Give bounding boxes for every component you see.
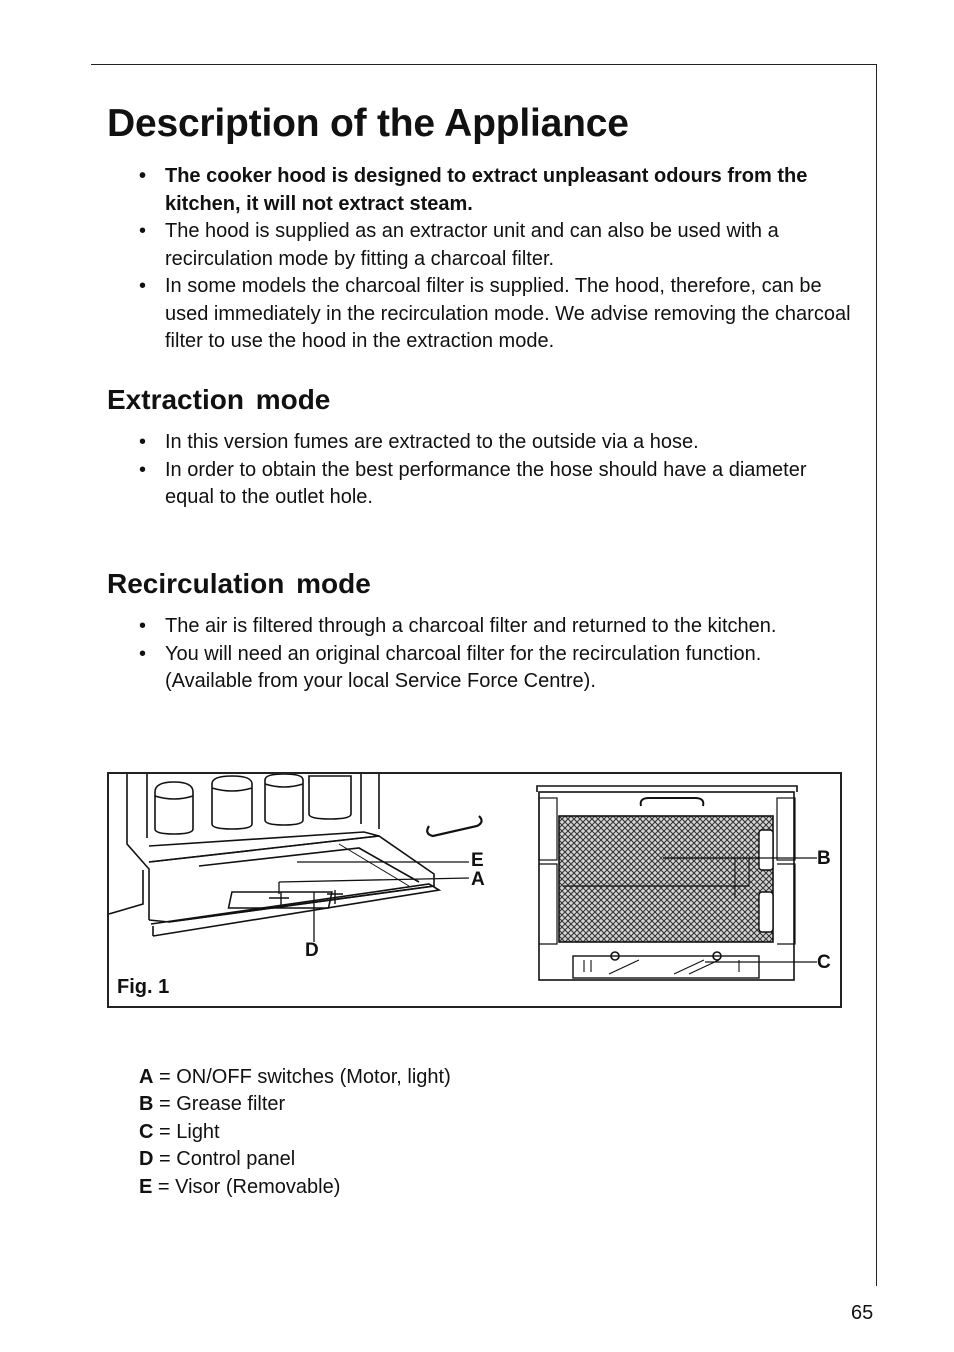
- figure-caption: Fig. 1: [117, 976, 170, 998]
- recirculation-item-1: • The air is filtered through a charcoal filter and returned to the kitchen.: [107, 613, 852, 641]
- hood-perspective-drawing: [109, 774, 482, 936]
- intro-item-2: • The hood is supplied as an extractor unit and can also be used with a recirculation mode by fitting a charcoal filter.: [107, 218, 852, 273]
- recirculation-heading: Recirculation mode: [107, 568, 371, 599]
- grease-filter-mesh: [559, 816, 773, 942]
- legend-key: E: [139, 1175, 153, 1198]
- legend-key: B: [139, 1093, 154, 1116]
- page-title: Description of the Appliance: [107, 102, 629, 145]
- top-rule: [91, 64, 877, 65]
- legend-row-e: [139, 1174, 451, 1201]
- extraction-heading: Extraction mode: [107, 384, 331, 415]
- intro-list: [107, 163, 852, 356]
- legend-row-a: [139, 1064, 451, 1091]
- legend-key: D: [139, 1148, 154, 1171]
- legend-text: = Grease filter: [153, 1093, 286, 1116]
- figure-legend: [139, 1064, 451, 1201]
- page-number: 65: [851, 1302, 874, 1324]
- legend-key: C: [139, 1120, 154, 1143]
- figure-1: [107, 772, 842, 1008]
- extraction-item-2: • In order to obtain the best performance the hose should have a diameter equal to the outlet hole.: [107, 457, 852, 512]
- intro-item-3: • In some models the charcoal filter is supplied. The hood, therefore, can be used immediately in the recirculation mode. We advise removing the charcoal filter to use the hood in the extraction mode.: [107, 273, 852, 356]
- label-c: C: [817, 952, 831, 973]
- label-b: B: [817, 848, 831, 869]
- legend-text: = Light: [153, 1120, 220, 1143]
- legend-row-b: [139, 1091, 451, 1118]
- legend-text: = ON/OFF switches (Motor, light): [153, 1066, 451, 1088]
- label-a: A: [471, 869, 485, 890]
- recirculation-list: [107, 613, 852, 696]
- extraction-list: [107, 429, 852, 512]
- legend-key: A: [139, 1066, 154, 1088]
- hood-illustration: [109, 774, 842, 1008]
- label-e: E: [471, 850, 484, 871]
- recirculation-item-2: • You will need an original charcoal filter for the recirculation function. (Available from your local Service Force Centre).: [107, 641, 852, 696]
- right-rule: [876, 64, 877, 1286]
- intro-item-1: • The cooker hood is designed to extract unpleasant odours from the kitchen, it will not extract steam.: [107, 163, 852, 218]
- legend-row-d: [139, 1146, 451, 1173]
- legend-text: = Visor (Removable): [152, 1175, 341, 1198]
- legend-row-c: [139, 1119, 451, 1146]
- label-d: D: [305, 940, 319, 961]
- extraction-item-1: • In this version fumes are extracted to the outside via a hose.: [107, 429, 852, 457]
- legend-text: = Control panel: [153, 1148, 296, 1171]
